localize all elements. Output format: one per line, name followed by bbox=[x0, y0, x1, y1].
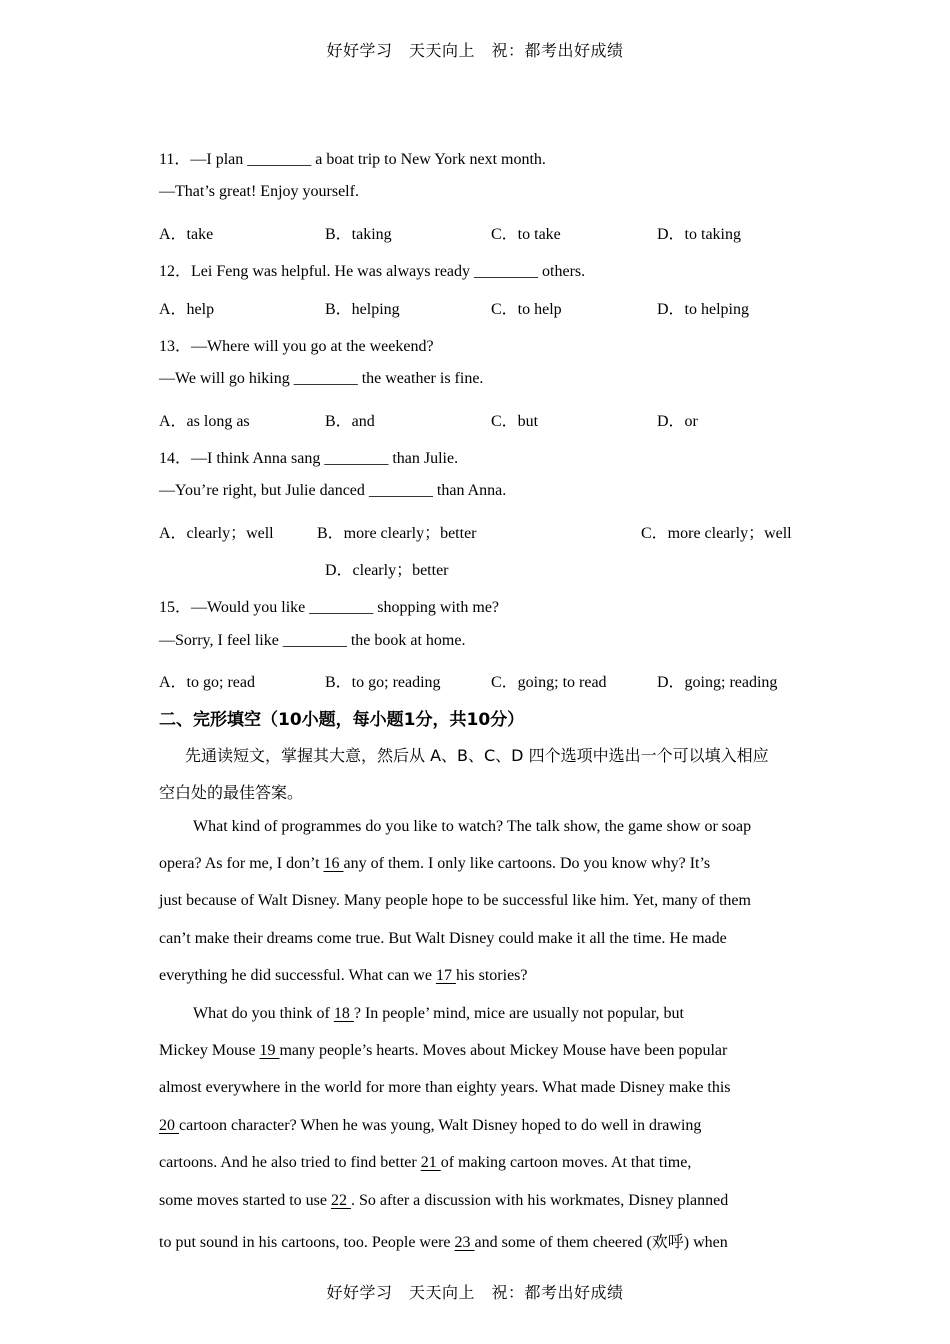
q15-option-d: D．going; reading bbox=[657, 674, 778, 691]
q15-option-c: C．going; to read bbox=[491, 674, 607, 691]
q13-option-b: B．and bbox=[325, 413, 375, 430]
q14-option-d: D．clearly；better bbox=[325, 562, 449, 579]
q13-stem: 13．—Where will you go at the weekend? bbox=[159, 338, 434, 355]
blank-17: 17 bbox=[435, 967, 456, 984]
passage-line bbox=[159, 967, 528, 985]
q14-reply: —You’re right, but Julie danced ________ than Anna. bbox=[159, 482, 507, 499]
passage-text: any of them. I only like cartoons. Do you know why? It’s bbox=[343, 855, 711, 872]
passage-text: his stories? bbox=[455, 967, 528, 984]
passage-line: almost everywhere in the world for more than eighty years. What made Disney make this bbox=[159, 1079, 731, 1096]
passage-line bbox=[159, 1192, 728, 1210]
q13-option-c: C．but bbox=[491, 413, 539, 430]
passage-line bbox=[159, 1042, 727, 1060]
passage-line bbox=[159, 1117, 701, 1135]
q13-reply: —We will go hiking ________ the weather is fine. bbox=[159, 370, 484, 387]
q12-option-c: C．to help bbox=[491, 301, 562, 318]
passage-text: and some of them cheered (欢呼) when bbox=[474, 1234, 728, 1251]
q14-option-b: B．more clearly；better bbox=[317, 525, 477, 542]
passage-text: . So after a discussion with his workmates, Disney planned bbox=[350, 1192, 729, 1209]
q15-reply: —Sorry, I feel like ________ the book at home. bbox=[159, 632, 466, 649]
passage-text: cartoons. And he also tried to find better bbox=[159, 1154, 421, 1171]
passage-text: many people’s hearts. Moves about Mickey Mouse have been popular bbox=[279, 1042, 728, 1059]
q12-option-a: A．help bbox=[159, 301, 215, 318]
blank-21: 21 bbox=[420, 1154, 441, 1171]
passage-text: ? In people’ mind, mice are usually not popular, but bbox=[353, 1005, 684, 1022]
q15-stem: 15．—Would you like ________ shopping with me? bbox=[159, 599, 500, 616]
section-instruction-line2: 空白处的最佳答案。 bbox=[159, 783, 304, 802]
passage-line bbox=[159, 1154, 691, 1172]
q11-reply: —That’s great! Enjoy yourself. bbox=[159, 183, 359, 200]
q12-option-d: D．to helping bbox=[657, 301, 749, 318]
page-header: 好好学习 天天向上 祝：都考出好成绩 bbox=[326, 41, 624, 60]
passage-line: can’t make their dreams come true. But Walt Disney could make it all the time. He made bbox=[159, 930, 727, 947]
passage-line: What kind of programmes do you like to watch? The talk show, the game show or soap bbox=[193, 818, 752, 835]
passage-text: everything he did successful. What can we bbox=[159, 967, 436, 984]
blank-18: 18 bbox=[333, 1005, 354, 1022]
q12-stem: 12．Lei Feng was helpful. He was always ready ________ others. bbox=[159, 263, 586, 280]
blank-22: 22 bbox=[330, 1192, 351, 1209]
q11-option-d: D．to taking bbox=[657, 226, 741, 243]
section-title: 二、完形填空（10小题，每小题1分，共10分） bbox=[159, 710, 525, 730]
q13-option-a: A．as long as bbox=[159, 413, 250, 430]
passage-text: Mickey Mouse bbox=[159, 1042, 260, 1059]
blank-19: 19 bbox=[259, 1042, 280, 1059]
q11-option-b: B．taking bbox=[325, 226, 392, 243]
passage-line bbox=[159, 1229, 728, 1252]
passage-text: of making cartoon moves. At that time, bbox=[440, 1154, 692, 1171]
q15-option-a: A．to go; read bbox=[159, 674, 255, 691]
q14-option-a: A．clearly；well bbox=[159, 525, 274, 542]
passage-text: some moves started to use bbox=[159, 1192, 331, 1209]
passage-text: cartoon character? When he was young, Walt Disney hoped to do well in drawing bbox=[179, 1117, 702, 1134]
q14-option-c: C．more clearly；well bbox=[641, 525, 792, 542]
blank-16: 16 bbox=[323, 855, 344, 872]
passage-text: What do you think of bbox=[193, 1005, 334, 1022]
passage-line bbox=[193, 1005, 684, 1023]
passage-line bbox=[159, 855, 710, 873]
q12-option-b: B．helping bbox=[325, 301, 400, 318]
section-instruction-line1: 先通读短文，掌握其大意，然后从 A、B、C、D 四个选项中选出一个可以填入相应 bbox=[185, 746, 769, 765]
q11-stem: 11．—I plan ________ a boat trip to New York next month. bbox=[159, 151, 546, 168]
q11-option-a: A．take bbox=[159, 226, 214, 243]
q11-option-c: C．to take bbox=[491, 226, 561, 243]
blank-20: 20 bbox=[159, 1117, 179, 1134]
q15-option-b: B．to go; reading bbox=[325, 674, 441, 691]
passage-text: to put sound in his cartoons, too. People were bbox=[159, 1234, 455, 1251]
q13-option-d: D．or bbox=[657, 413, 698, 430]
q14-stem: 14．—I think Anna sang ________ than Julie. bbox=[159, 450, 459, 467]
passage-line: just because of Walt Disney. Many people hope to be successful like him. Yet, many of them bbox=[159, 892, 751, 909]
page-footer: 好好学习 天天向上 祝：都考出好成绩 bbox=[326, 1283, 624, 1302]
passage-text: opera? As for me, I don’t bbox=[159, 855, 324, 872]
blank-23: 23 bbox=[454, 1234, 475, 1251]
